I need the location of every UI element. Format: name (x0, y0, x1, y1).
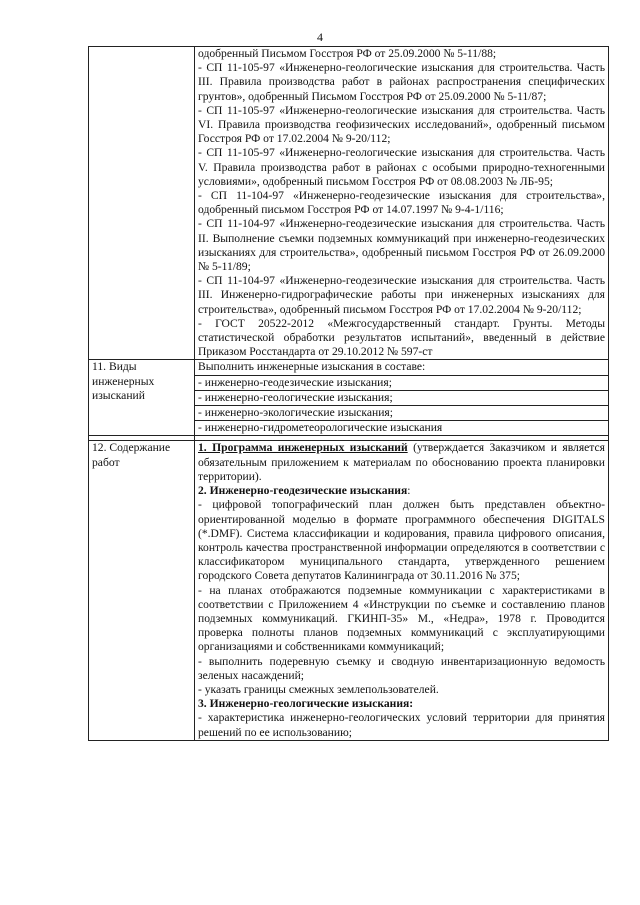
table-row-survey-types (89, 360, 609, 436)
list-item: - инженерно-геодезические изыскания; (195, 375, 608, 390)
row-label: 11. Виды инженерных изысканий (89, 360, 195, 436)
table-row-continuation (89, 47, 609, 360)
doc-item: - СП 11-105-97 «Инженерно-геологические изыскания для строительства. Часть VI. Правила производства геофизических исследований», одобренный письмом Госстроя РФ от 17.02.2004 № 9-20/112; (198, 103, 605, 146)
list-item: - на планах отображаются подземные коммуникации с характеристиками в соответствии с Приложением 4 «Инструкции по съемке и составлению планов подземных коммуникаций. ГКИНП-35» М., «Недра», 1978 г. Проводится проверка полноты планов подземных коммуникаций с эксплуатирующими организациями и собственниками коммуникаций; (198, 583, 605, 654)
section-title: 3. Инженерно-геологические изыскания: (198, 697, 414, 711)
page-number: 4 (317, 30, 323, 44)
list-item: - инженерно-геологические изыскания; (195, 390, 608, 405)
section-text: (утверждается Заказчиком и является обязательным приложением к материалам по обоснованию проекта планировки территории). (198, 441, 605, 483)
row-label: 12. Содержание работ (89, 441, 195, 740)
normative-documents-cell (195, 47, 609, 360)
survey-types-cell (195, 360, 609, 436)
doc-item: одобренный Письмом Госстроя РФ от 25.09.2000 № 5-11/88; (198, 47, 497, 60)
doc-item: - СП 11-105-97 «Инженерно-геологические изыскания для строительства. Часть III. Правила производства работ в районах распространения специфических грунтов», одобренный Письмом Госстроя РФ от 25.09.2000 № 5-11/87; (198, 61, 605, 103)
list-item: - характеристика инженерно-геологических условий территории для принятия решений по ее использованию; (198, 711, 605, 739)
list-item: - выполнить подеревную съемку и сводную инвентаризационную ведомость зеленых насаждений; (198, 654, 605, 682)
list-item: - цифровой топографический план должен быть представлен объектно-ориентированной моделью в формате программного обеспечения DIGITALS (*.DMF). Система классификации и кодирования, правила цифрового описания, контроль качества пространственной информации определяются в соответствии с классификатором муниципального стандарта, утвержденного решением городского Совета депутатов Калининграда от 30.11.2016 № 375; (198, 498, 605, 583)
section-title: 1. Программа инженерных изысканий (198, 441, 408, 455)
doc-item: - СП 11-104-97 «Инженерно-геодезические изыскания для строительства. Часть II. Выполнение съемки подземных коммуникаций при инженерно-геодезических изысканиях для строительства», одобренный письмом Госстроя РФ от 26.09.2000 № 5-11/89; (198, 217, 605, 274)
section-colon: : (407, 484, 411, 498)
doc-item: - СП 11-104-97 «Инженерно-геодезические изыскания для строительства. Часть III. Инженерно-гидрографические работы при инженерных изысканиях для строительства», одобренный письмом Госстроя РФ от 17.02.2004 № 9-20/112; (198, 274, 605, 316)
list-item: Выполнить инженерные изыскания в составе: (198, 360, 426, 374)
row-label-empty (89, 47, 195, 360)
table-row-work-content (89, 441, 609, 740)
list-item: - инженерно-экологические изыскания; (195, 405, 608, 420)
doc-item: - ГОСТ 20522-2012 «Межгосударственный стандарт. Грунты. Методы статистической обработки результатов испытаний», введенный в действие Приказом Росстандарта от 29.10.2012 № 597-ст (198, 316, 605, 359)
section-geological (198, 697, 605, 711)
section-title: 2. Инженерно-геодезические изыскания (198, 484, 408, 498)
doc-item: - СП 11-104-97 «Инженерно-геодезические изыскания для строительства», одобренный письмом Госстроя РФ от 14.07.1997 № 9-4-1/116; (198, 189, 605, 217)
list-item: - инженерно-гидрометеорологические изыскания (195, 420, 608, 435)
work-content-cell (195, 441, 609, 740)
requirements-table (88, 46, 609, 741)
section-geodesic (198, 484, 605, 498)
list-item: - указать границы смежных землепользователей. (198, 682, 439, 696)
section-program (198, 441, 605, 484)
doc-item: - СП 11-105-97 «Инженерно-геологические изыскания для строительства. Часть V. Правила производства работ в районах с особыми природно-техногенными условиями», одобренный письмом Госстроя РФ от 08.08.2003 № ЛБ-95; (198, 146, 605, 188)
